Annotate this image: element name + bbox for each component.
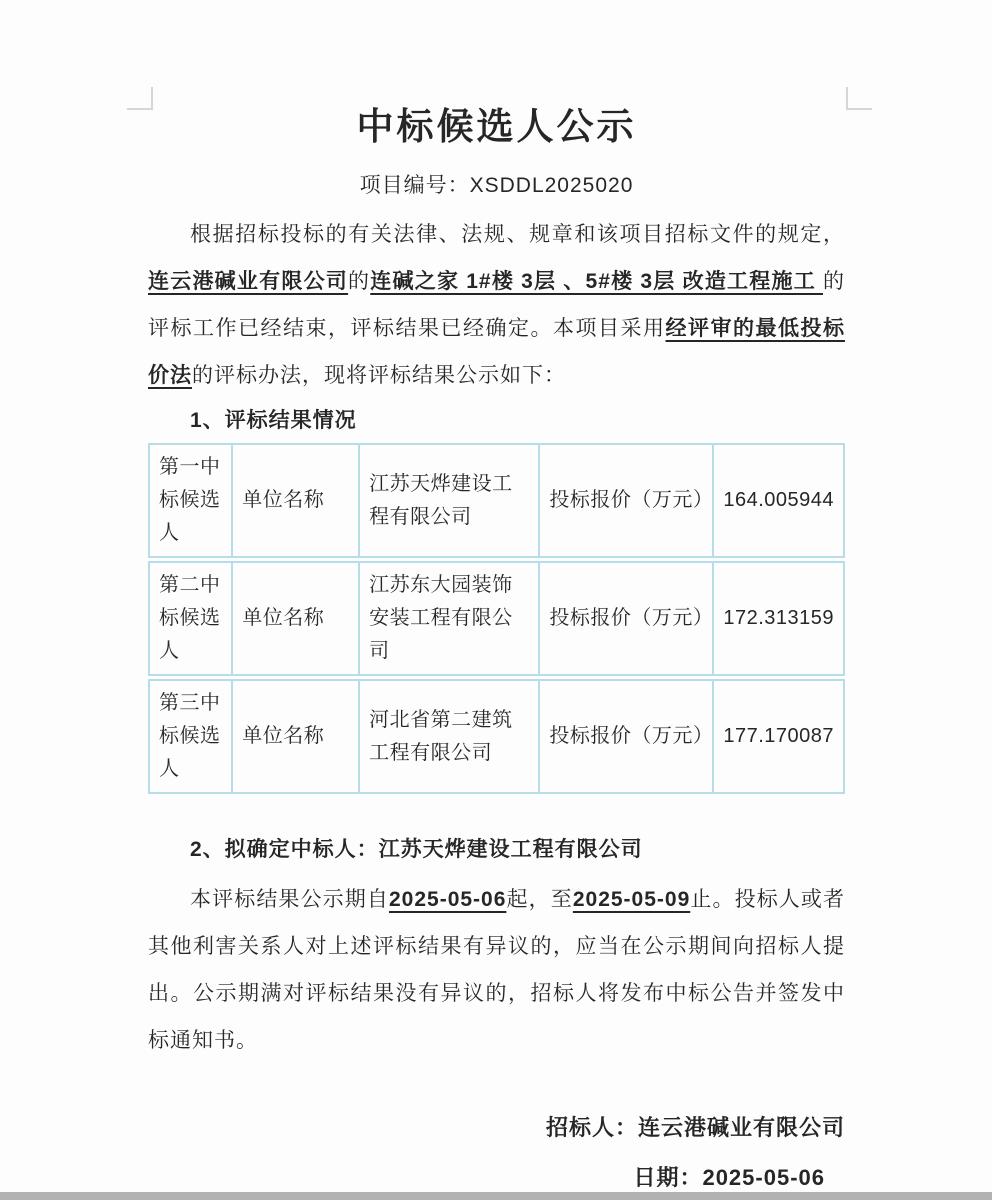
- price-label-cell: 投标报价（万元）: [540, 681, 714, 792]
- tenderer-signature: 招标人：连云港碱业有限公司: [545, 1115, 845, 1140]
- unit-label-cell: 单位名称: [233, 445, 360, 556]
- price-cell: 164.005944: [723, 489, 834, 511]
- price-cell: 172.313159: [723, 607, 834, 629]
- table-row-candidate-1: [148, 443, 845, 558]
- project-name: 连碱之家 1#楼 3层 、5#楼 3层 改造工程施工: [370, 270, 824, 293]
- document-title: 中标候选人公示: [356, 106, 637, 147]
- unit-name-cell: 江苏天烨建设工程有限公司: [360, 445, 540, 556]
- bottom-edge-bar: [0, 1192, 992, 1200]
- unit-label-cell: 单位名称: [233, 681, 360, 792]
- notice-text-1: 本评标结果公示期自: [190, 888, 389, 911]
- tenderer-name: 连云港碱业有限公司: [148, 270, 349, 293]
- section-1-heading: 1、评标结果情况: [190, 409, 357, 432]
- rank-cell: 第二中标候选人: [150, 563, 233, 674]
- section-2-heading: 2、拟确定中标人：江苏天烨建设工程有限公司: [190, 838, 643, 861]
- publicity-start-date: 2025-05-06: [388, 888, 507, 911]
- notice-text-3: 止。投标人或者其他利害关系人对上述评标结果有异议的，应当在公示期间向招标人提出。公示期满对评标结果没有异议的，招标人将发布中标公告并签发中标通知书。: [148, 888, 846, 1052]
- intro-text-3: 的评标工作已经结束，评标结果已经确定。本项目采用: [148, 270, 846, 340]
- intro-text-4: 的评标办法，现将评标结果公示如下：: [192, 364, 566, 387]
- price-label-cell: 投标报价（万元）: [540, 563, 714, 674]
- evaluation-method: 经评审的最低投标价法: [148, 317, 845, 387]
- price-label-cell: 投标报价（万元）: [540, 445, 714, 556]
- price-cell: 177.170087: [723, 725, 834, 747]
- page-corner-mark-right: [846, 87, 872, 110]
- bid-results-table: [148, 443, 845, 794]
- intro-text-1: 根据招标投标的有关法律、法规、规章和该项目招标文件的规定，: [190, 223, 845, 246]
- rank-cell: 第三中标候选人: [150, 681, 233, 792]
- rank-cell: 第一中标候选人: [150, 445, 233, 556]
- notice-paragraph: [148, 876, 845, 1064]
- signature-date: 日期：2025-05-06: [633, 1165, 825, 1190]
- publicity-end-date: 2025-05-09: [572, 888, 691, 911]
- intro-text-2: 的: [348, 270, 371, 293]
- intro-paragraph: [148, 211, 845, 399]
- project-number: 项目编号：XSDDL2025020: [359, 174, 634, 197]
- unit-name-cell: 河北省第二建筑工程有限公司: [360, 681, 540, 792]
- table-row-candidate-3: [148, 679, 845, 794]
- unit-name-cell: 江苏东大园装饰安装工程有限公司: [360, 563, 540, 674]
- table-row-candidate-2: [148, 561, 845, 676]
- unit-label-cell: 单位名称: [233, 563, 360, 674]
- document-page: [148, 0, 845, 1192]
- notice-text-2: 起，至: [506, 888, 573, 911]
